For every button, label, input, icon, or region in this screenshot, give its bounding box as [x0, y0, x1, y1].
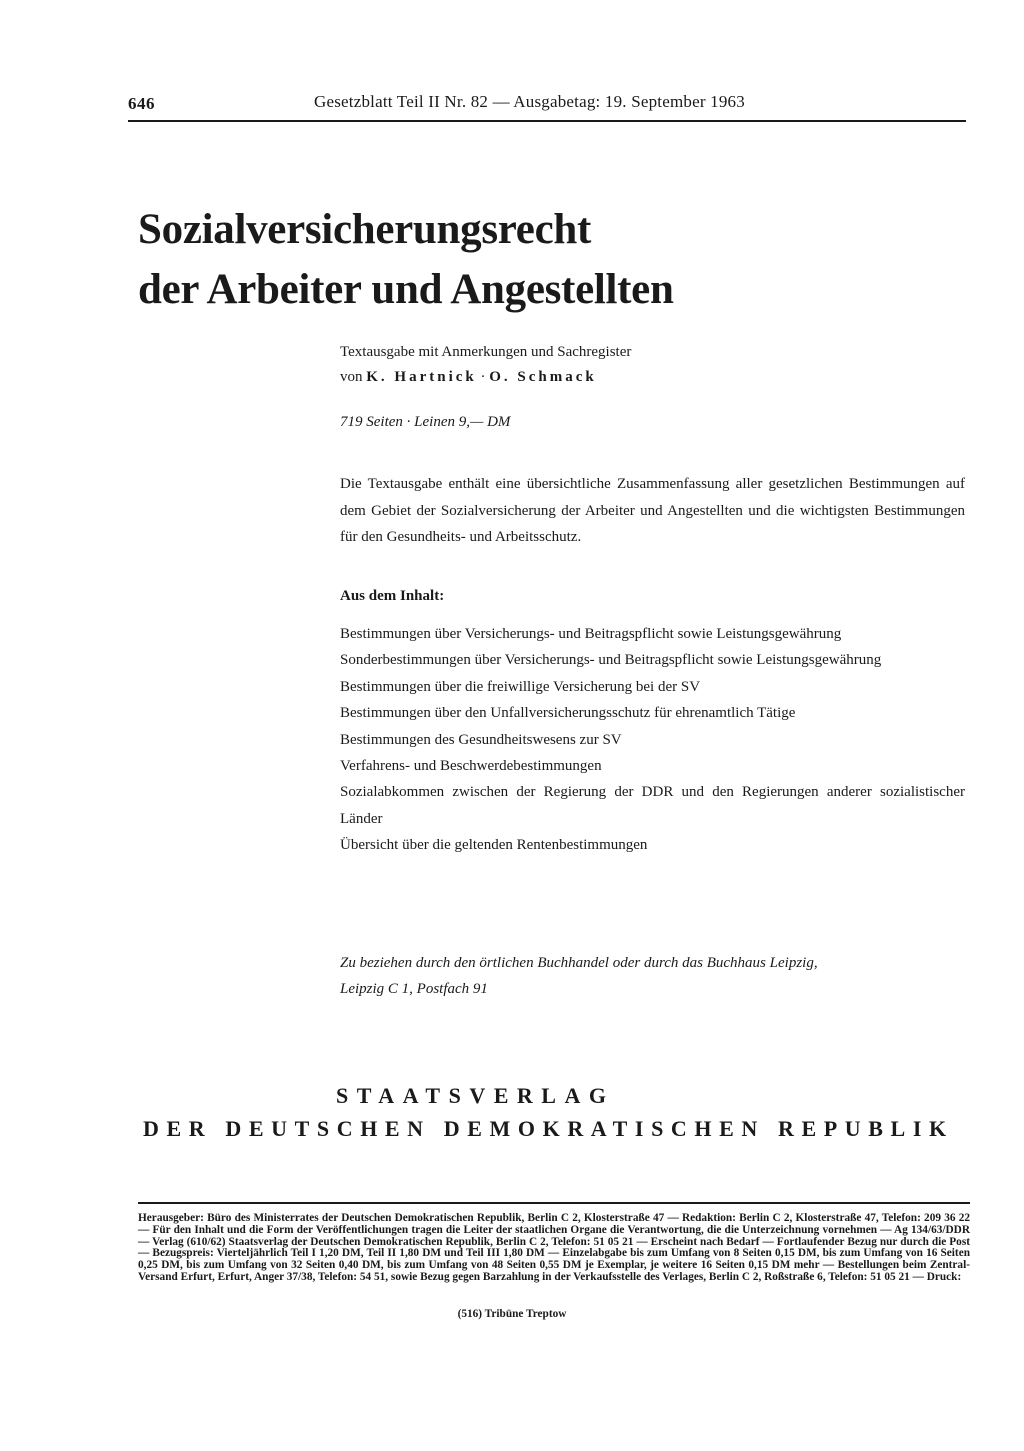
author-separator: · — [480, 369, 486, 385]
authors-prefix: von — [340, 369, 363, 385]
title-line-1: Sozialversicherungsrecht — [138, 206, 591, 253]
book-subtitle — [340, 340, 965, 390]
book-description: Die Textausgabe enthält eine übersichtliche Zusammenfassung aller gesetzlichen Bestimmungen auf dem Gebiet der Sozialversicherung der Arbeiter und Angestellten und die wichtigsten Bestimmungen für den Gesundheits- und Arbeitsschutz. — [340, 476, 965, 545]
list-item: Bestimmungen über den Unfallversicherungsschutz für ehrenamtlich Tätige — [340, 705, 796, 722]
list-item: Bestimmungen des Gesundheitswesens zur SV — [340, 731, 622, 748]
printer-line: (516) Tribüne Treptow — [457, 1308, 567, 1320]
list-item: Sozialabkommen zwischen der Regierung der DDR und den Regierungen anderer sozialistischer Länder — [340, 784, 965, 827]
publisher-name-line-2: DER DEUTSCHEN DEMOKRATISCHEN REPUBLIK — [143, 1116, 954, 1141]
author-hartnick: K. Hartnick — [366, 369, 477, 385]
list-item: Übersicht über die geltenden Rentenbestimmungen — [340, 837, 648, 854]
ordering-info — [340, 950, 965, 1002]
advertisement-title — [138, 200, 898, 320]
title-line-2: der Arbeiter und Angestellten — [138, 266, 674, 313]
subtitle-line: Textausgabe mit Anmerkungen und Sachregister — [340, 344, 632, 360]
ordering-line-1: Zu beziehen durch den örtlichen Buchhandel oder durch das Buchhaus Leipzig, — [340, 955, 818, 971]
imprint-text: Herausgeber: Büro des Ministerrates der Deutschen Demokratischen Republik, Berlin C 2, Klosterstraße 47 — Redaktion: Berlin C 2, Klosterstraße 47, Telefon: 209 36 22 — Für den Inhalt und die Form der Veröffentlichungen tragen die Leiter der staatlichen Organe die Verantwortung, die die Unterzeichnung vornehmen — Ag 134/63/DDR — Verlag (610/62) Staatsverlag der Deutschen Demokratischen Republik, Berlin C 2, Telefon: 51 05 21 — Erscheint nach Bedarf — Fortlaufender Bezug nur durch die Post — Bezugspreis: Vierteljährlich Teil I 1,20 DM, Teil II 1,80 DM und Teil III 1,80 DM — Einzelabgabe bis zum Umfang von 8 Seiten 0,15 DM, bis zum Umfang von 16 Seiten 0,25 DM, bis zum Umfang von 32 Seiten 0,40 DM, bis zum Umfang von 48 Seiten 0,55 DM je Exemplar, je weitere 16 Seiten 0,15 DM mehr — Bestellungen beim Zentral-Versand Erfurt, Erfurt, Anger 37/38, Telefon: 54 51, sowie Bezug gegen Barzahlung in der Verkaufsstelle des Verlages, Berlin C 2, Roßstraße 6, Telefon: 51 05 21 — Druck: — [138, 1202, 970, 1284]
authors-line — [340, 365, 965, 390]
contents-list — [340, 621, 965, 859]
list-item: Verfahrens- und Beschwerdebestimmungen — [340, 758, 602, 775]
page-number: 646 — [128, 94, 155, 113]
contents-heading: Aus dem Inhalt: — [340, 588, 445, 604]
list-item: Bestimmungen über die freiwillige Versicherung bei der SV — [340, 678, 701, 695]
list-item: Bestimmungen über Versicherungs- und Beitragspflicht sowie Leistungsgewährung — [340, 626, 842, 642]
list-item: Sonderbestimmungen über Versicherungs- und Beitragspflicht sowie Leistungsgewährung — [340, 652, 882, 669]
price-line: 719 Seiten · Leinen 9,— DM — [340, 414, 511, 430]
page-header — [128, 92, 966, 122]
running-head: Gesetzblatt Teil II Nr. 82 — Ausgabetag: 19. September 1963 — [314, 92, 745, 111]
ordering-line-2: Leipzig C 1, Postfach 91 — [340, 981, 488, 997]
author-schmack: O. Schmack — [489, 369, 597, 385]
publisher-name-line-1: STAATSVERLAG — [336, 1083, 615, 1108]
